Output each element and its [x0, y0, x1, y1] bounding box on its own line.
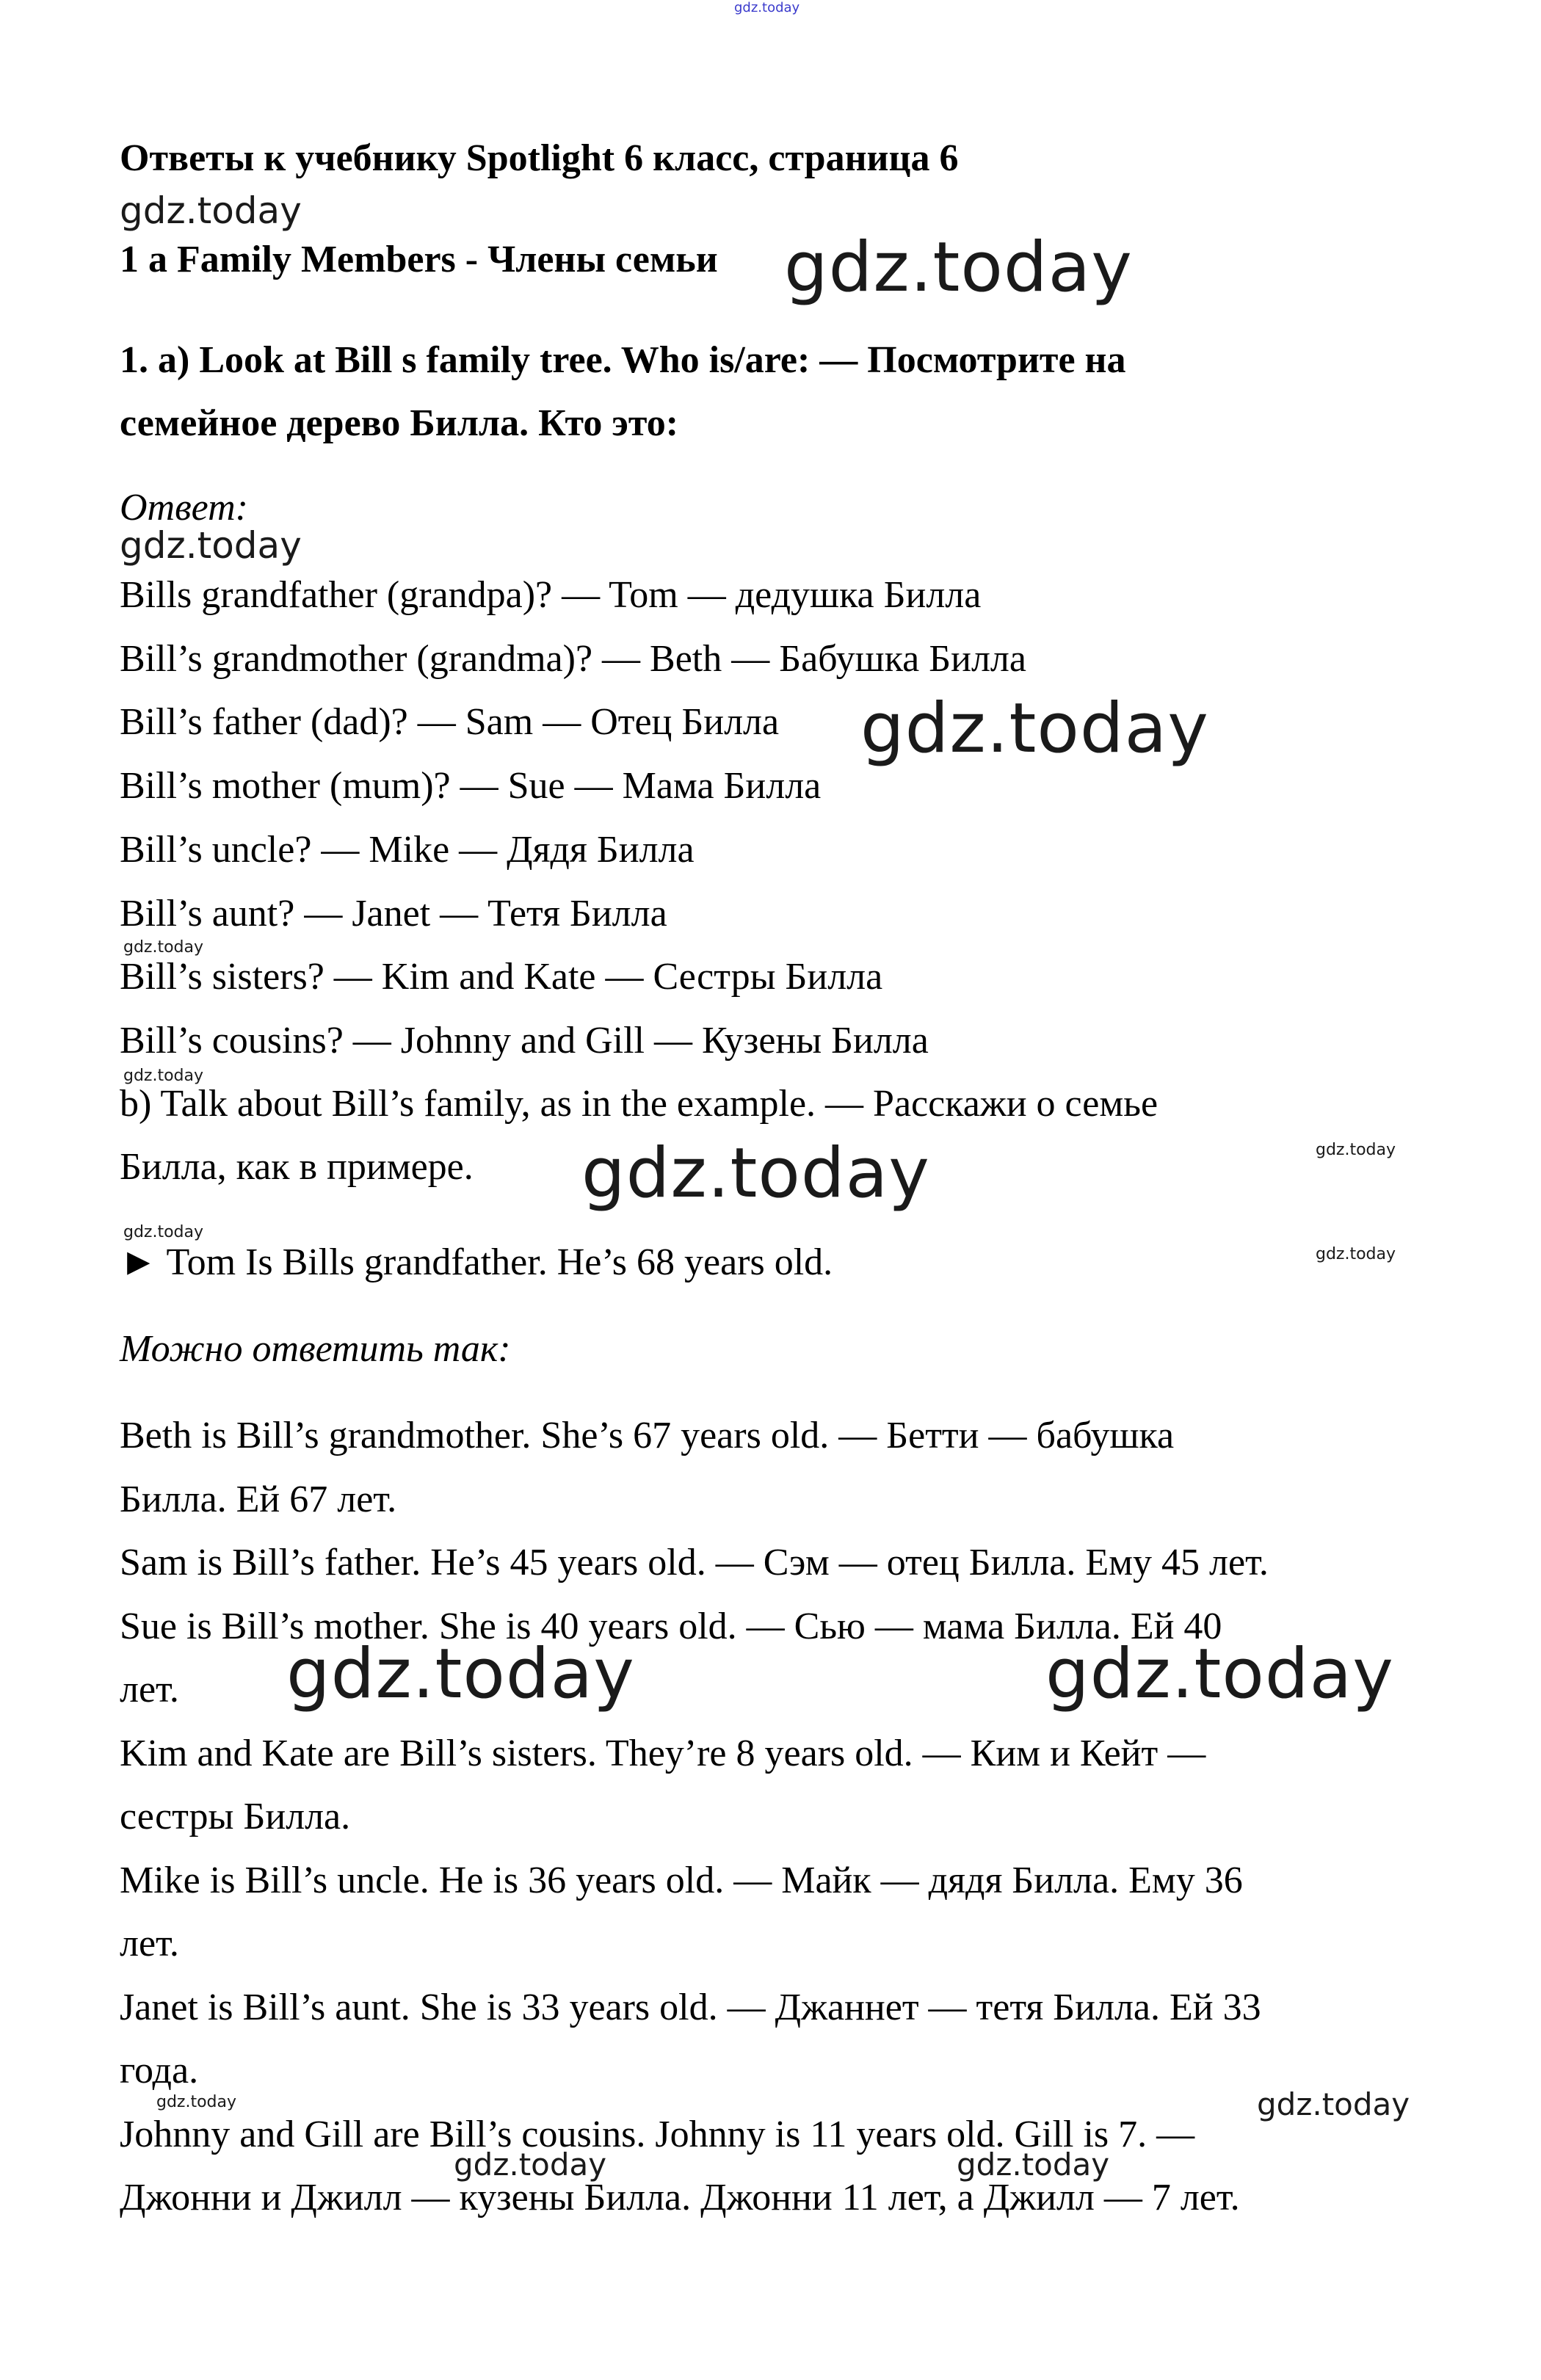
watermark: gdz.today — [957, 2147, 1110, 2183]
answer-line: Beth is Bill’s grandmother. She’s 67 years old. — Бетти — бабушка — [120, 1415, 1175, 1456]
answer-line: Johnny and Gill are Bill’s cousins. Johnny is 11 years old. Gill is 7. — — [120, 2114, 1195, 2155]
watermark: gdz.today — [123, 1223, 204, 1241]
answer-line: Bill’s aunt? — Janet — Тетя Билла — [120, 893, 667, 935]
answer-line: Билла. Ей 67 лет. — [120, 1479, 397, 1520]
watermark: gdz.today — [454, 2147, 607, 2183]
answer-line: сестры Билла. — [120, 1796, 351, 1837]
watermark: gdz.today — [1316, 1245, 1396, 1263]
answer-line: Bill’s mother (mum)? — Sue — Мама Билла — [120, 765, 822, 807]
watermark: gdz.today — [123, 1067, 204, 1085]
task-1b-line-1: b) Talk about Bill’s family, as in the example. — Расскажи о семье — [120, 1083, 1159, 1125]
answer-line: Mike is Bill’s uncle. He is 36 years old. — Майк — дядя Билла. Ему 36 — [120, 1860, 1243, 1901]
watermark: gdz.today — [1257, 2086, 1410, 2122]
answer-line: Джонни и Джилл — кузены Билла. Джонни 11 лет, а Джилл — 7 лет. — [120, 2177, 1240, 2218]
watermark: gdz.today — [581, 1133, 930, 1213]
watermark: gdz.today — [784, 228, 1133, 308]
answer-line: лет. — [120, 1923, 179, 1964]
task-1a-line-1: 1. a) Look at Bill s family tree. Who is/are: — Посмотрите на — [120, 339, 1126, 381]
task-1a-line-2: семейное дерево Билла. Кто это: — [120, 402, 679, 444]
answer-line: года. — [120, 2050, 199, 2091]
answer-line: Janet is Bill’s aunt. She is 33 years old. — Джаннет — тетя Билла. Ей 33 — [120, 1987, 1261, 2028]
section-heading: 1 a Family Members - Члены семьи — [120, 239, 718, 280]
watermark: gdz.today — [860, 689, 1209, 769]
answer-line: Bills grandfather (grandpa)? — Tom — дедушка Билла — [120, 574, 982, 616]
answer-line: Sam is Bill’s father. He’s 45 years old. — Сэм — отец Билла. Ему 45 лет. — [120, 1542, 1269, 1583]
watermark: gdz.today — [1045, 1634, 1394, 1714]
task-1b-line-2: Билла, как в примере. — [120, 1146, 474, 1188]
answer-line: лет. — [120, 1669, 179, 1710]
answer-line: Kim and Kate are Bill’s sisters. They’re 8 years old. — Ким и Кейт — — [120, 1733, 1206, 1774]
watermark: gdz.today — [156, 2093, 237, 2111]
watermark: gdz.today — [286, 1634, 635, 1714]
watermark: gdz.today — [120, 189, 302, 232]
watermark-top: gdz.today — [734, 0, 800, 15]
example-line: ► Tom Is Bills grandfather. He’s 68 years old. — [120, 1241, 833, 1283]
answer-line: Sue is Bill’s mother. She is 40 years old. — Сью — мама Билла. Ей 40 — [120, 1606, 1222, 1647]
watermark: gdz.today — [120, 524, 302, 567]
answer-line: Bill’s sisters? — Kim and Kate — Сестры Билла — [120, 956, 883, 998]
page-title: Ответы к учебнику Spotlight 6 класс, страница 6 — [120, 137, 959, 179]
watermark: gdz.today — [1316, 1141, 1396, 1159]
watermark: gdz.today — [123, 938, 204, 957]
answer-line: Bill’s grandmother (grandma)? — Beth — Бабушка Билла — [120, 638, 1026, 680]
answer-line: Bill’s cousins? — Johnny and Gill — Кузены Билла — [120, 1020, 929, 1062]
answer-label: Можно ответить так: — [120, 1328, 511, 1370]
answer-label: Ответ: — [120, 487, 248, 529]
answer-line: Bill’s uncle? — Mike — Дядя Билла — [120, 829, 695, 871]
answer-line: Bill’s father (dad)? — Sam — Отец Билла — [120, 701, 780, 743]
